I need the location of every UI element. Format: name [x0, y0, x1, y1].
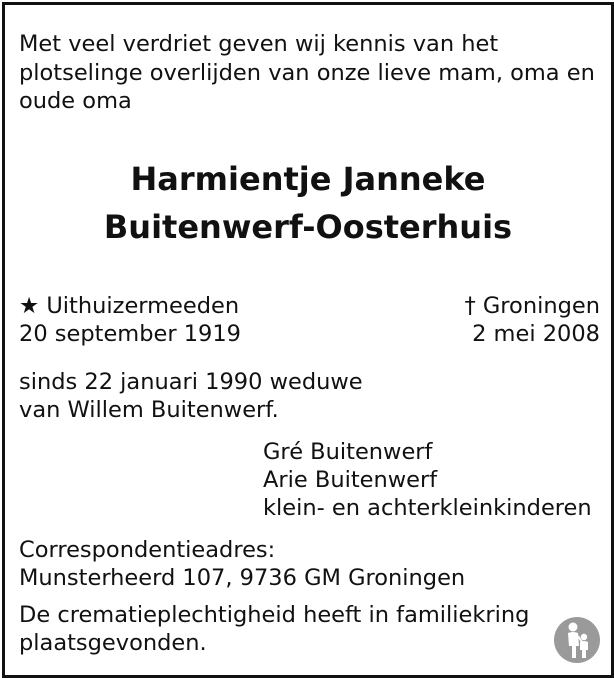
widow-line-1: sinds 22 januari 1990 weduwe — [19, 369, 363, 395]
widow-line-2: van Willem Buitenwerf. — [19, 397, 279, 423]
birth-place: ★ Uithuizermeeden — [19, 293, 240, 319]
intro-line-1: Met veel verdriet geven wij kennis van het — [19, 31, 499, 57]
mourning-figures-icon — [553, 616, 601, 664]
family-member-2: Arie Buitenwerf — [263, 467, 438, 493]
ceremony-line-2: plaatsgevonden. — [19, 630, 207, 656]
birth-date: 20 september 1919 — [19, 321, 242, 347]
ceremony-line-1: De crematieplechtigheid heeft in familiekring — [19, 602, 530, 628]
deceased-surname: Buitenwerf-Oosterhuis — [103, 208, 513, 246]
family-member-1: Gré Buitenwerf — [263, 439, 433, 465]
correspondence-address: Munsterheerd 107, 9736 GM Groningen — [19, 565, 466, 591]
obituary-card — [2, 2, 614, 678]
family-member-3: klein- en achterkleinkinderen — [263, 495, 592, 521]
death-place: † Groningen — [464, 293, 600, 319]
deceased-first-names: Harmientje Janneke — [130, 160, 486, 198]
intro-line-3: oude oma — [19, 88, 132, 114]
death-date: 2 mei 2008 — [472, 321, 600, 347]
correspondence-label: Correspondentieadres: — [19, 537, 276, 563]
intro-line-2: plotselinge overlijden van onze lieve mam, oma en — [19, 60, 595, 86]
